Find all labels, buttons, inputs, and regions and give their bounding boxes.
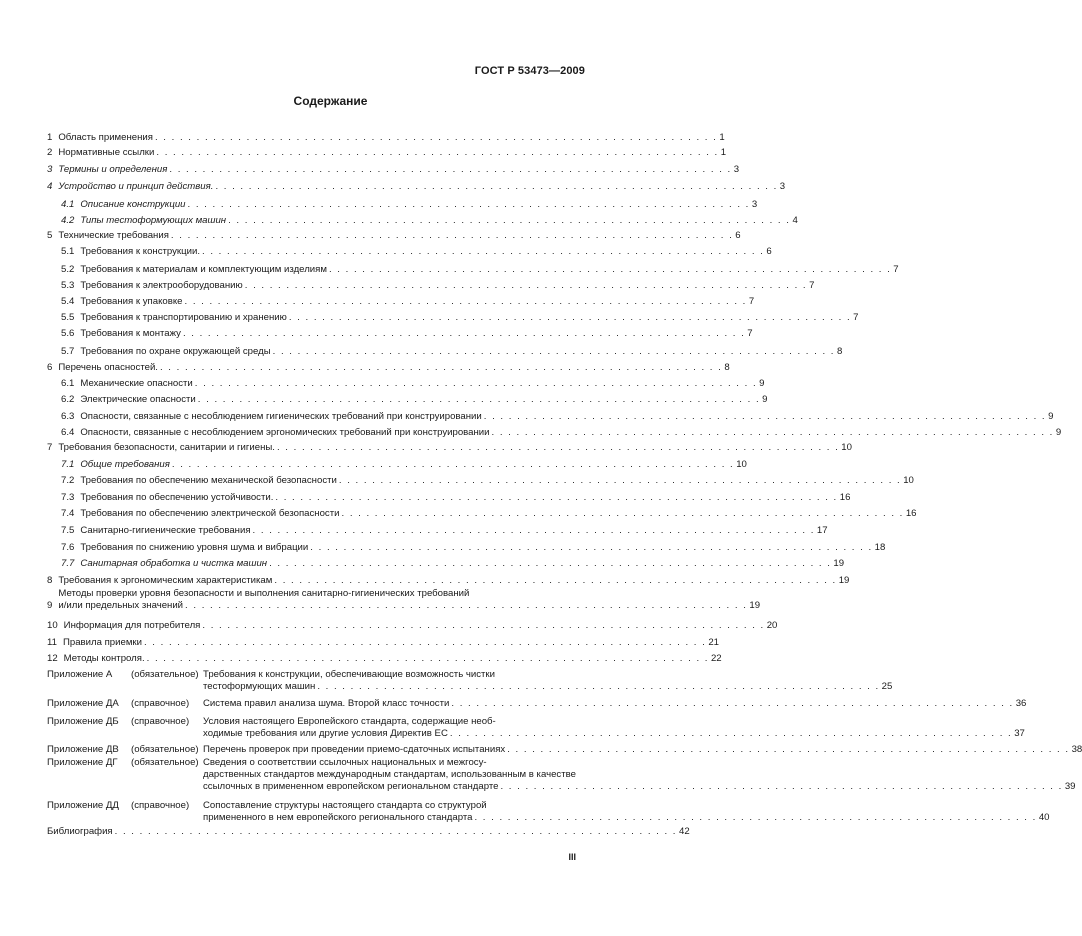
entry-number: 7.7 [61,558,75,569]
appendix-entry[interactable] [47,757,1076,793]
entry-text [80,508,905,520]
entry-line [58,230,735,242]
entry-line: Методы проверки уровня безопасности и выполнения санитарно-гигиенических требований [58,588,470,599]
toc-entry[interactable] [47,394,768,406]
leader-dots: . . . . . . . . . . . . . . . . . . . . . . . . . . . . . . . . . . . . . . . . . . . . . . . . . . . . . . . . . . . . . . . . . . . . [276,442,840,453]
entry-number: 5.2 [61,264,75,275]
entry-line [80,264,893,276]
entry-number: 7 [47,442,53,453]
entry-title: Область применения [58,132,153,143]
toc-entry[interactable] [47,508,917,520]
entry-title: Требования к конструкции. [80,246,200,257]
entry-title: Правила приемки [62,637,142,648]
entry-title: ходимые требования или другие условия Директив ЕС [203,728,448,739]
entry-line: Требования к конструкции, обеспечивающие возможность чистки [203,669,495,680]
entry-page: 42 [678,826,690,837]
entry-line [64,653,711,665]
entry-line [80,542,874,554]
leader-dots: . . . . . . . . . . . . . . . . . . . . . . . . . . . . . . . . . . . . . . . . . . . . . . . . . . . . . . . . . . . . . . . . . . . . [288,312,852,323]
entry-number: 4 [47,181,53,192]
entry-text [80,328,747,340]
toc-entry[interactable] [47,620,778,632]
entry-text [80,475,903,487]
entry-line [80,475,903,487]
toc-entry[interactable] [47,362,730,374]
entry-number: 6.1 [61,378,75,389]
entry-line [58,181,779,193]
toc-entry[interactable] [47,215,798,227]
entry-text [80,427,1056,439]
toc-entry[interactable] [47,588,761,612]
entry-number: 6 [47,362,53,373]
leader-dots: . . . . . . . . . . . . . . . . . . . . . . . . . . . . . . . . . . . . . . . . . . . . . . . . . . . . . . . . . . . . . . . . . . . . [272,346,835,357]
entry-page: 1 [719,132,725,143]
entry-text [80,215,792,227]
toc-entry[interactable] [47,558,845,570]
appendix-title [203,716,1014,740]
toc-entry[interactable] [47,199,758,211]
entry-text [80,378,759,390]
entry-page: 7 [853,312,859,323]
entry-number: 7.3 [61,492,75,503]
entry-page: 7 [809,280,815,291]
entry-number: 5.6 [61,328,75,339]
entry-title: Информация для потребителя [63,620,201,631]
entry-title: Опасности, связанные с несоблюдением гигиенических требований при конструировании [80,411,482,422]
leader-dots: . . . . . . . . . . . . . . . . . . . . . . . . . . . . . . . . . . . . . . . . . . . . . . . . . . . . . . . . . . . . . . . . . . . . [156,147,719,158]
leader-dots: . . . . . . . . . . . . . . . . . . . . . . . . . . . . . . . . . . . . . . . . . . . . . . . . . . . . . . . . . . . . . . . . . . . . [449,728,1013,739]
entry-title: Устройство и принцип действия. [58,181,214,192]
entry-page: 10 [903,475,914,486]
appendix-entry[interactable] [47,800,1050,824]
toc-entry[interactable] [47,427,1062,439]
leader-dots: . . . . . . . . . . . . . . . . . . . . . . . . . . . . . . . . . . . . . . . . . . . . . . . . . . . . . . . . . . . . . . . . . . . . [202,246,765,257]
leader-dots: . . . . . . . . . . . . . . . . . . . . . . . . . . . . . . . . . . . . . . . . . . . . . . . . . . . . . . . . . . . . . . . . . . . . [171,459,735,470]
toc-entry[interactable] [47,328,753,340]
leader-dots: . . . . . . . . . . . . . . . . . . . . . . . . . . . . . . . . . . . . . . . . . . . . . . . . . . . . . . . . . . . . . . . . . . . . [310,542,873,553]
entry-page: 10 [736,459,747,470]
entry-text [80,492,839,504]
page-number: III [568,852,576,862]
entry-page: 7 [748,296,755,307]
entry-line: Сведения о соответствии ссылочных национальных и межгосу- [203,757,487,768]
entry-page: 8 [724,362,730,373]
leader-dots: . . . . . . . . . . . . . . . . . . . . . . . . . . . . . . . . . . . . . . . . . . . . . . . . . . . . . . . . . . . . . . . . . . . . [507,744,1070,755]
entry-line [80,296,748,308]
toc-entry[interactable] [47,164,740,176]
entry-page: 3 [779,181,786,192]
entry-number: 10 [47,620,58,631]
entry-line [58,442,841,454]
entry-line [80,525,817,537]
entry-line [80,508,905,520]
leader-dots: . . . . . . . . . . . . . . . . . . . . . . . . . . . . . . . . . . . . . . . . . . . . . . . . . . . . . . . . . . . . . . . . . . . . [185,600,748,611]
appendix-label: Приложение ДГ [47,757,118,768]
leader-dots: . . . . . . . . . . . . . . . . . . . . . . . . . . . . . . . . . . . . . . . . . . . . . . . . . . . . . . . . . . . . . . . . . . . . [143,637,707,648]
entry-line [80,280,809,292]
entry-number: 9 [47,600,53,611]
entry-line [80,199,752,211]
entry-line [58,362,724,374]
entry-line [203,681,882,693]
entry-page: 3 [733,164,740,175]
entry-text [63,637,708,649]
appendix-page: 38 [1071,744,1082,755]
entry-text [80,246,766,258]
entry-text [58,588,749,612]
leader-dots: . . . . . . . . . . . . . . . . . . . . . . . . . . . . . . . . . . . . . . . . . . . . . . . . . . . . . . . . . . . . . . . . . . . . [170,230,734,241]
toc-entry[interactable] [47,147,727,159]
entry-page: 9 [762,394,768,405]
toc-entry[interactable] [47,411,1054,423]
entry-title: Требования по обеспечению электрической безопасности [80,508,340,519]
entry-number: 6.3 [61,411,75,422]
entry-title: Санитарно-гигиенические требования [80,525,251,536]
appendix-category: (обязательное) [131,669,199,680]
leader-dots: . . . . . . . . . . . . . . . . . . . . . . . . . . . . . . . . . . . . . . . . . . . . . . . . . . . . . . . . . . . . . . . . . . . . [252,525,815,536]
entry-page: 18 [874,542,886,553]
entry-title: Термины и определения [58,164,168,175]
entry-line [47,826,679,838]
entry-text [80,346,837,358]
entry-line [203,744,1072,756]
entry-title: примененного в нем европейского регионального стандарта [203,812,473,823]
entry-page: 19 [838,575,850,586]
toc-entry[interactable] [47,280,815,292]
appendix-page: 36 [1015,698,1027,709]
entry-page: 9 [1048,411,1054,422]
entry-page: 4 [792,215,798,226]
entry-page: 16 [839,492,851,503]
leader-dots: . . . . . . . . . . . . . . . . . . . . . . . . . . . . . . . . . . . . . . . . . . . . . . . . . . . . . . . . . . . . . . . . . . . . [184,296,747,307]
entry-text [80,542,874,554]
toc-entry[interactable] [47,637,719,649]
leader-dots: . . . . . . . . . . . . . . . . . . . . . . . . . . . . . . . . . . . . . . . . . . . . . . . . . . . . . . . . . . . . . . . . . . . . [451,698,1014,709]
entry-page: 10 [841,442,852,453]
entry-line [203,698,1016,710]
entry-title: Требования к электрооборудованию [80,280,243,291]
entry-line: Условия настоящего Европейского стандарта, содержащие необ- [203,716,496,727]
entry-page: 22 [710,653,722,664]
entry-title: Перечень опасностей. [58,362,158,373]
entry-line [203,728,1014,740]
appendix-entry[interactable] [47,698,1027,710]
toc-entry[interactable] [47,525,828,537]
entry-page: 16 [905,508,917,519]
entry-line [64,620,767,632]
entry-title: Требования безопасности, санитарии и гигиены. [58,442,275,453]
entry-title: Общие требования [80,459,170,470]
leader-dots: . . . . . . . . . . . . . . . . . . . . . . . . . . . . . . . . . . . . . . . . . . . . . . . . . . . . . . . . . . . . . . . . . . . . [187,199,750,210]
entry-number: 5.7 [61,346,75,357]
appendix-category: (обязательное) [131,757,199,768]
leader-dots: . . . . . . . . . . . . . . . . . . . . . . . . . . . . . . . . . . . . . . . . . . . . . . . . . . . . . . . . . . . . . . . . . . . . [197,394,761,405]
leader-dots: . . . . . . . . . . . . . . . . . . . . . . . . . . . . . . . . . . . . . . . . . . . . . . . . . . . . . . . . . . . . . . . . . . . . [228,215,791,226]
entry-text [58,147,720,159]
entry-number: 4.1 [61,199,75,210]
entry-title: Требования к монтажу [80,328,181,339]
leader-dots: . . . . . . . . . . . . . . . . . . . . . . . . . . . . . . . . . . . . . . . . . . . . . . . . . . . . . . . . . . . . . . . . . . . . [215,181,778,192]
entry-line [80,346,837,358]
entry-line [80,492,839,504]
toc-entry[interactable] [47,246,772,258]
entry-text [80,264,893,276]
entry-line [63,637,708,649]
entry-text [80,199,752,211]
entry-page: 19 [749,600,761,611]
toc-entry[interactable] [47,132,725,144]
appendix-label: Приложение ДВ [47,744,119,755]
entry-page: 9 [1055,427,1062,438]
entry-line [58,132,719,144]
entry-text [64,620,767,632]
entry-text [80,394,762,406]
appendix-entry[interactable] [47,716,1025,740]
entry-page: 6 [766,246,772,257]
leader-dots: . . . . . . . . . . . . . . . . . . . . . . . . . . . . . . . . . . . . . . . . . . . . . . . . . . . . . . . . . . . . . . . . . . . . [338,475,902,486]
entry-text [58,164,733,176]
appendix-title [203,744,1072,756]
entry-text [80,312,853,324]
entry-line [203,781,1065,793]
entry-page: 21 [708,637,719,648]
entry-text [58,442,841,454]
entry-text [80,558,833,570]
entry-number: 6.4 [61,427,75,438]
leader-dots: . . . . . . . . . . . . . . . . . . . . . . . . . . . . . . . . . . . . . . . . . . . . . . . . . . . . . . . . . . . . . . . . . . . . [341,508,904,519]
leader-dots: . . . . . . . . . . . . . . . . . . . . . . . . . . . . . . . . . . . . . . . . . . . . . . . . . . . . . . . . . . . . . . . . . . . . [328,264,892,275]
entry-number: 5.1 [61,246,75,257]
entry-text [58,362,724,374]
entry-title: Требования по обеспечению механической безопасности [80,475,337,486]
entry-number: 5.5 [61,312,75,323]
document-code: ГОСТ Р 53473—2009 [474,65,585,77]
leader-dots: . . . . . . . . . . . . . . . . . . . . . . . . . . . . . . . . . . . . . . . . . . . . . . . . . . . . . . . . . . . . . . . . . . . . [317,681,880,692]
entry-number: 4.2 [61,215,75,226]
toc-entry[interactable] [47,442,852,454]
entry-number: 7.2 [61,475,75,486]
toc-entry[interactable] [47,378,765,390]
leader-dots: . . . . . . . . . . . . . . . . . . . . . . . . . . . . . . . . . . . . . . . . . . . . . . . . . . . . . . . . . . . . . . . . . . . . [194,378,758,389]
entry-number: 5 [47,230,53,241]
leader-dots: . . . . . . . . . . . . . . . . . . . . . . . . . . . . . . . . . . . . . . . . . . . . . . . . . . . . . . . . . . . . . . . . . . . . [146,653,709,664]
entry-text [80,459,736,471]
entry-text [47,826,679,838]
toc-entry[interactable] [47,181,786,193]
appendix-label: Приложение А [47,669,113,680]
entry-page: 3 [751,199,758,210]
entry-text [58,230,735,242]
leader-dots: . . . . . . . . . . . . . . . . . . . . . . . . . . . . . . . . . . . . . . . . . . . . . . . . . . . . . . . . . . . . . . . . . . . . [269,558,832,569]
entry-number: 5.3 [61,280,75,291]
toc-entry[interactable] [47,346,843,358]
entry-text [58,132,719,144]
appendix-category: (справочное) [131,716,190,727]
appendix-category: (справочное) [131,698,190,709]
entry-line: Сопоставление структуры настоящего стандарта со структурой [203,800,487,811]
entry-page: 6 [735,230,741,241]
entry-title: Механические опасности [80,378,193,389]
entry-title: Требования по обеспечению устойчивости. [80,492,274,503]
entry-title: тестоформующих машин [203,681,316,692]
entry-title: и/или предельных значений [58,600,184,611]
toc-entry[interactable] [47,312,859,324]
entry-line [80,394,762,406]
entry-title: Электрические опасности [80,394,196,405]
appendix-page: 37 [1014,728,1025,739]
entry-title: Требования по охране окружающей среды [80,346,271,357]
appendix-title [203,757,1065,793]
entry-title: Библиография [47,826,113,837]
entry-page: 9 [759,378,765,389]
entry-line [80,378,759,390]
entry-number: 1 [47,132,53,143]
entry-text [64,653,711,665]
entry-number: 7.5 [61,525,75,536]
leader-dots: . . . . . . . . . . . . . . . . . . . . . . . . . . . . . . . . . . . . . . . . . . . . . . . . . . . . . . . . . . . . . . . . . . . . [154,132,718,143]
entry-number: 12 [47,653,58,664]
entry-number: 7.4 [61,508,75,519]
appendix-page: 25 [881,681,893,692]
entry-page: 7 [747,328,753,339]
toc-entry[interactable] [47,492,851,504]
entry-line [80,312,853,324]
entry-page: 17 [816,525,828,536]
appendix-page: 39 [1064,781,1076,792]
entry-title: Описание конструкции [80,199,186,210]
appendix-title [203,669,882,693]
entry-number: 6.2 [61,394,75,405]
entry-page: 19 [833,558,845,569]
appendix-page: 40 [1038,812,1050,823]
appendix-entry[interactable] [47,669,893,693]
toc-entry[interactable] [47,575,850,587]
toc-entry[interactable] [47,230,741,242]
entry-number: 5.4 [61,296,75,307]
entry-line [58,575,838,587]
entry-title: Требования к материалам и комплектующим изделиям [80,264,327,275]
entry-text [80,280,809,292]
appendix-category: (справочное) [131,800,190,811]
appendix-category: (обязательное) [131,744,199,755]
entry-line [203,812,1039,824]
leader-dots: . . . . . . . . . . . . . . . . . . . . . . . . . . . . . . . . . . . . . . . . . . . . . . . . . . . . . . . . . . . . . . . . . . . . [182,328,746,339]
leader-dots: . . . . . . . . . . . . . . . . . . . . . . . . . . . . . . . . . . . . . . . . . . . . . . . . . . . . . . . . . . . . . . . . . . . . [491,427,1054,438]
entry-line: дарственных стандартов международным стандартам, использованным в качестве [203,769,576,780]
entry-title: Перечень проверок при проведении приемо-сдаточных испытаниях [203,744,506,755]
leader-dots: . . . . . . . . . . . . . . . . . . . . . . . . . . . . . . . . . . . . . . . . . . . . . . . . . . . . . . . . . . . . . . . . . . . . [275,492,838,503]
entry-title: ссылочных в примененном европейском региональном стандарте [203,781,499,792]
entry-title: Типы тестоформующих машин [80,215,227,226]
entry-page: 7 [893,264,899,275]
entry-number: 2 [47,147,53,158]
toc-entry[interactable] [47,653,722,665]
entry-line [80,215,792,227]
entry-line [80,246,766,258]
leader-dots: . . . . . . . . . . . . . . . . . . . . . . . . . . . . . . . . . . . . . . . . . . . . . . . . . . . . . . . . . . . . . . . . . . . . [500,781,1063,792]
entry-text [80,411,1048,423]
entry-text [80,525,817,537]
leader-dots: . . . . . . . . . . . . . . . . . . . . . . . . . . . . . . . . . . . . . . . . . . . . . . . . . . . . . . . . . . . . . . . . . . . . [114,826,677,837]
leader-dots: . . . . . . . . . . . . . . . . . . . . . . . . . . . . . . . . . . . . . . . . . . . . . . . . . . . . . . . . . . . . . . . . . . . . [159,362,723,373]
leader-dots: . . . . . . . . . . . . . . . . . . . . . . . . . . . . . . . . . . . . . . . . . . . . . . . . . . . . . . . . . . . . . . . . . . . . [244,280,808,291]
entry-text [58,575,838,587]
entry-number: 8 [47,575,53,586]
entry-line [80,558,833,570]
appendix-label: Приложение ДБ [47,716,119,727]
appendix-title [203,800,1039,824]
entry-title: Требования к эргономическим характеристикам [58,575,273,586]
entry-page: 1 [720,147,727,158]
appendix-label: Приложение ДД [47,800,119,811]
leader-dots: . . . . . . . . . . . . . . . . . . . . . . . . . . . . . . . . . . . . . . . . . . . . . . . . . . . . . . . . . . . . . . . . . . . . [169,164,732,175]
entry-page: 20 [766,620,778,631]
toc-entry[interactable] [47,459,747,471]
entry-line [80,427,1056,439]
entry-number: 7.6 [61,542,75,553]
entry-title: Нормативные ссылки [58,147,155,158]
leader-dots: . . . . . . . . . . . . . . . . . . . . . . . . . . . . . . . . . . . . . . . . . . . . . . . . . . . . . . . . . . . . . . . . . . . . [483,411,1047,422]
entry-page: 8 [836,346,843,357]
bibliography-entry[interactable] [47,826,690,838]
appendix-title [203,698,1016,710]
entry-text [58,181,779,193]
entry-line [58,147,720,159]
leader-dots: . . . . . . . . . . . . . . . . . . . . . . . . . . . . . . . . . . . . . . . . . . . . . . . . . . . . . . . . . . . . . . . . . . . . [202,620,765,631]
entry-title: Технические требования [58,230,169,241]
entry-title: Опасности, связанные с несоблюдением эргономических требований при конструировании [80,427,490,438]
toc-entry[interactable] [47,475,914,487]
entry-text [80,296,748,308]
entry-line [80,459,736,471]
entry-number: 11 [47,637,57,648]
appendix-label: Приложение ДА [47,698,119,709]
leader-dots: . . . . . . . . . . . . . . . . . . . . . . . . . . . . . . . . . . . . . . . . . . . . . . . . . . . . . . . . . . . . . . . . . . . . [474,812,1037,823]
entry-title: Санитарная обработка и чистка машин [80,558,268,569]
entry-number: 3 [47,164,53,175]
leader-dots: . . . . . . . . . . . . . . . . . . . . . . . . . . . . . . . . . . . . . . . . . . . . . . . . . . . . . . . . . . . . . . . . . . . . [274,575,837,586]
entry-title: Система правил анализа шума. Второй класс точности [203,698,450,709]
entry-title: Требования к упаковке [80,296,183,307]
entry-line [58,600,749,612]
entry-number: 7.1 [61,459,75,470]
toc-entry[interactable] [47,264,899,276]
entry-title: Методы контроля. [63,653,145,664]
entry-line [80,328,747,340]
toc-entry[interactable] [47,296,755,308]
appendix-entry[interactable] [47,744,1082,756]
toc-entry[interactable] [47,542,886,554]
entry-title: Требования по снижению уровня шума и вибрации [80,542,309,553]
entry-line [58,164,733,176]
page-title: Содержание [293,94,368,108]
entry-title: Требования к транспортированию и хранению [80,312,287,323]
entry-line [80,411,1048,423]
